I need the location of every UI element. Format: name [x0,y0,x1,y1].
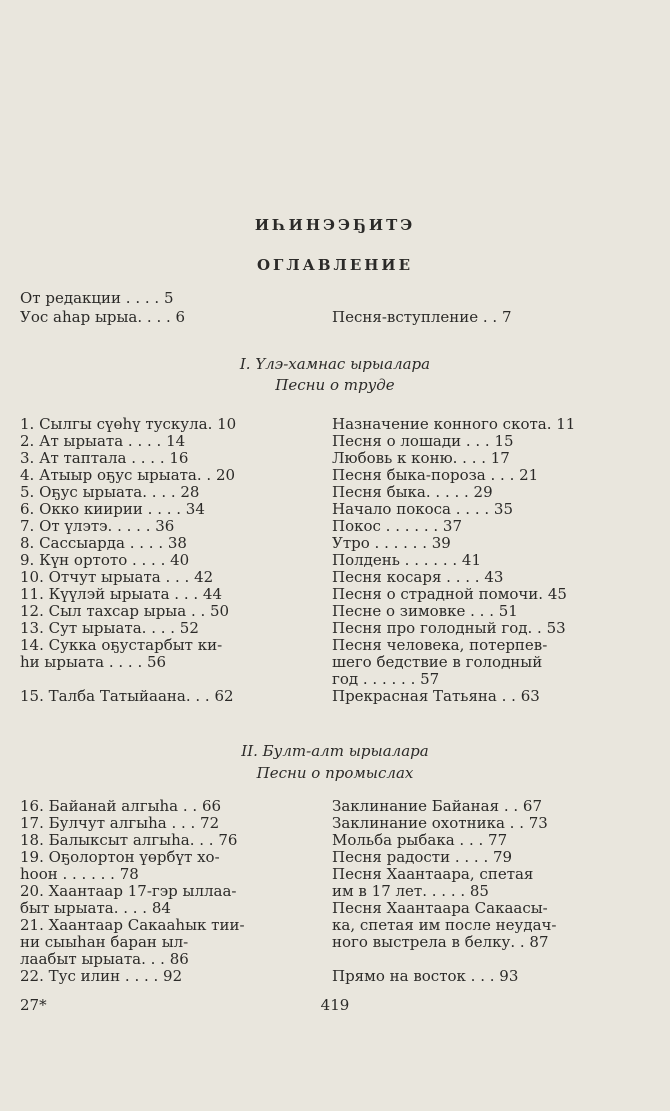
toc-entry-russian: Утро . . . . . . 39 [332,534,451,552]
toc-entry-yakut: 6. Окко киирии . . . . 34 [20,500,205,518]
toc-entry-yakut: 11. Күүлэй ырыата . . . 44 [20,585,223,603]
toc-entry-russian: Песня быка-пороза . . . 21 [332,466,539,484]
toc-entry-russian: Песня радости . . . . 79 [332,848,513,866]
toc-entry-yakut: 1. Сылгы сүөһү тускула. 10 [20,415,237,433]
intro-left-0: От редакции . . . . 5 [20,289,174,307]
toc-entry-russian: Полдень . . . . . . 41 [332,551,481,569]
toc-entry-russian: Песня человека, потерпев- [332,636,548,654]
toc-entry-russian: Песня о лошади . . . 15 [332,432,514,450]
toc-entry-yakut: 16. Байанай алгыһа . . 66 [20,797,222,815]
toc-entry-yakut: 14. Сукка оҕустарбыт ки- [20,636,223,654]
toc-entry-yakut: һи ырыата . . . . 56 [20,653,167,671]
toc-entry-yakut: 18. Балыксыт алгыһа. . . 76 [20,831,238,849]
toc-entry-yakut: 19. Оҕолортон үөрбүт хо- [20,848,220,866]
toc-entry-russian: ка, спетая им после неудач- [332,916,557,934]
toc-entry-russian: Песня Хаантаара, спетая [332,865,534,883]
toc-entry-yakut: 4. Атыыр оҕус ырыата. . 20 [20,466,236,484]
toc-entry-yakut: 7. От үлэтэ. . . . . 36 [20,517,175,535]
toc-entry-russian: им в 17 лет. . . . . 85 [332,882,489,900]
intro-right-1: Песня-вступление . . 7 [332,308,512,326]
toc-entry-russian: Мольба рыбака . . . 77 [332,831,508,849]
toc-entry-russian: шего бедствие в голодный [332,653,543,671]
toc-entry-yakut: 12. Сыл тахсар ырыа . . 50 [20,602,230,620]
page-number: 419 [320,996,350,1014]
toc-entry-russian: Заклинание Байаная . . 67 [332,797,543,815]
toc-entry-yakut: ни сыыһан баран ыл- [20,933,189,951]
title-russian: ОГЛАВЛЕНИЕ [256,256,414,274]
toc-entry-yakut: лаабыт ырыата. . . 86 [20,950,189,968]
toc-entry-russian: Назначение конного скота. 11 [332,415,576,433]
toc-entry-russian: Песня косаря . . . . 43 [332,568,504,586]
title-yakut: ИҺИНЭЭҔИТЭ [254,216,416,234]
toc-entry-yakut: 8. Сассыарда . . . . 38 [20,534,187,552]
toc-entry-yakut: 21. Хаантаар Сакааһык тии- [20,916,245,934]
section2-title-yakut: II. Булт-алт ырыалара [241,742,429,760]
toc-entry-yakut: 5. Оҕус ырыата. . . . 28 [20,483,200,501]
toc-entry-russian: Песня быка. . . . . 29 [332,483,493,501]
toc-entry-russian: Песне о зимовке . . . 51 [332,602,518,620]
toc-entry-russian: год . . . . . . 57 [332,670,440,688]
toc-entry-russian: Песня Хаантаара Сакаасы- [332,899,548,917]
toc-entry-russian: Начало покоса . . . . 35 [332,500,513,518]
toc-entry-russian: Песня о страдной помочи. 45 [332,585,567,603]
toc-entry-yakut: 3. Ат таптала . . . . 16 [20,449,189,467]
toc-entry-russian: Прямо на восток . . . 93 [332,967,519,985]
section1-title-russian: Песни о труде [275,376,395,394]
toc-entry-russian: ного выстрела в белку. . 87 [332,933,549,951]
toc-entry-russian: Заклинание охотника . . 73 [332,814,548,832]
intro-left-1: Уос аһар ырыа. . . . 6 [20,308,186,326]
toc-entry-yakut: 22. Тус илин . . . . 92 [20,967,183,985]
toc-entry-russian: Песня про голодный год. . 53 [332,619,566,637]
section2-title-russian: Песни о промыслах [256,764,414,782]
toc-entry-yakut: 15. Талба Татыйаана. . . 62 [20,687,234,705]
signature-mark: 27* [20,996,47,1014]
toc-entry-yakut: 10. Отчут ырыата . . . 42 [20,568,214,586]
toc-entry-russian: Любовь к коню. . . . 17 [332,449,510,467]
toc-entry-yakut: 20. Хаантаар 17-гэр ыллаа- [20,882,237,900]
toc-entry-yakut: 9. Күн ортото . . . . 40 [20,551,190,569]
toc-entry-yakut: һоон . . . . . . 78 [20,865,139,883]
section1-title-yakut: I. Үлэ-хамнас ырыалара [239,355,431,373]
toc-entry-yakut: 13. Сут ырыата. . . . 52 [20,619,199,637]
toc-entry-russian: Покос . . . . . . 37 [332,517,462,535]
toc-entry-yakut: быт ырыата. . . . 84 [20,899,171,917]
toc-entry-yakut: 2. Ат ырыата . . . . 14 [20,432,186,450]
toc-entry-yakut: 17. Булчут алгыһа . . . 72 [20,814,220,832]
toc-entry-russian: Прекрасная Татьяна . . 63 [332,687,540,705]
